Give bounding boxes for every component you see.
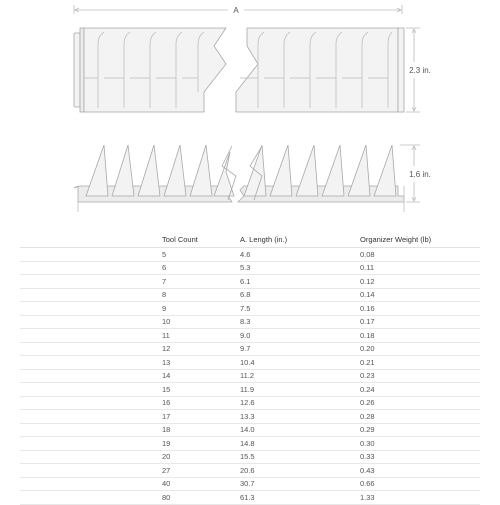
cell-tool-count: 13 [162,356,240,370]
cell-weight: 0.21 [360,356,480,370]
cell-weight: 0.33 [360,450,480,464]
cell-tool-count: 27 [162,464,240,478]
cell-tool-count: 5 [162,248,240,262]
table-row [20,383,480,397]
cell-weight: 0.20 [360,342,480,356]
organizer-technical-drawing [0,0,500,230]
cell-weight: 0.26 [360,396,480,410]
cell-weight: 0.11 [360,261,480,275]
cell-weight: 0.43 [360,464,480,478]
cell-length: 6.1 [240,275,360,289]
cell-length: 14.8 [240,437,360,451]
table-row [20,396,480,410]
specification-table [20,232,480,505]
cell-tool-count: 11 [162,329,240,343]
cell-length: 11.2 [240,369,360,383]
cell-length: 15.5 [240,450,360,464]
cell-tool-count: 20 [162,450,240,464]
cell-length: 6.8 [240,288,360,302]
depth-dimension-label: 1.6 in. [409,170,431,179]
cell-tool-count: 17 [162,410,240,424]
cell-tool-count: 18 [162,423,240,437]
table-row [20,464,480,478]
length-dimension-label: A [233,6,239,15]
cell-length: 61.3 [240,491,360,505]
table-row [20,477,480,491]
cell-length: 30.7 [240,477,360,491]
top-view-organizer [74,28,404,112]
table-row [20,248,480,262]
cell-weight: 0.12 [360,275,480,289]
cell-length: 9.0 [240,329,360,343]
cell-tool-count: 7 [162,275,240,289]
cell-weight: 0.66 [360,477,480,491]
cell-weight: 0.30 [360,437,480,451]
cell-weight: 0.28 [360,410,480,424]
cell-tool-count: 80 [162,491,240,505]
cell-length: 10.4 [240,356,360,370]
cell-length: 5.3 [240,261,360,275]
cell-weight: 0.18 [360,329,480,343]
side-view-organizer [74,145,404,202]
table-row [20,410,480,424]
cell-weight: 1.33 [360,491,480,505]
table-row [20,423,480,437]
table-row [20,315,480,329]
cell-tool-count: 14 [162,369,240,383]
cell-weight: 0.16 [360,302,480,316]
cell-length: 12.6 [240,396,360,410]
height-dimension-label: 2.3 in. [409,66,431,75]
cell-tool-count: 10 [162,315,240,329]
cell-weight: 0.23 [360,369,480,383]
cell-length: 7.5 [240,302,360,316]
cell-tool-count: 40 [162,477,240,491]
header-weight: Organizer Weight (lb) [360,232,480,248]
table-row [20,275,480,289]
table-row [20,329,480,343]
cell-length: 8.3 [240,315,360,329]
header-tool-count: Tool Count [162,232,240,248]
cell-tool-count: 8 [162,288,240,302]
cell-tool-count: 19 [162,437,240,451]
cell-tool-count: 15 [162,383,240,397]
cell-length: 14.0 [240,423,360,437]
cell-tool-count: 12 [162,342,240,356]
cell-weight: 0.08 [360,248,480,262]
cell-tool-count: 6 [162,261,240,275]
cell-weight: 0.17 [360,315,480,329]
cell-weight: 0.24 [360,383,480,397]
table-row [20,491,480,505]
table-row [20,437,480,451]
cell-weight: 0.14 [360,288,480,302]
cell-tool-count: 16 [162,396,240,410]
table-header-row [20,232,480,248]
header-length: A. Length (in.) [240,232,360,248]
cell-length: 9.7 [240,342,360,356]
cell-weight: 0.29 [360,423,480,437]
cell-length: 4.6 [240,248,360,262]
cell-length: 20.6 [240,464,360,478]
cell-length: 11.9 [240,383,360,397]
table-row [20,342,480,356]
table-row [20,356,480,370]
cell-tool-count: 9 [162,302,240,316]
table-row [20,369,480,383]
table-row [20,302,480,316]
table-row [20,288,480,302]
table-row [20,261,480,275]
cell-length: 13.3 [240,410,360,424]
table-row [20,450,480,464]
